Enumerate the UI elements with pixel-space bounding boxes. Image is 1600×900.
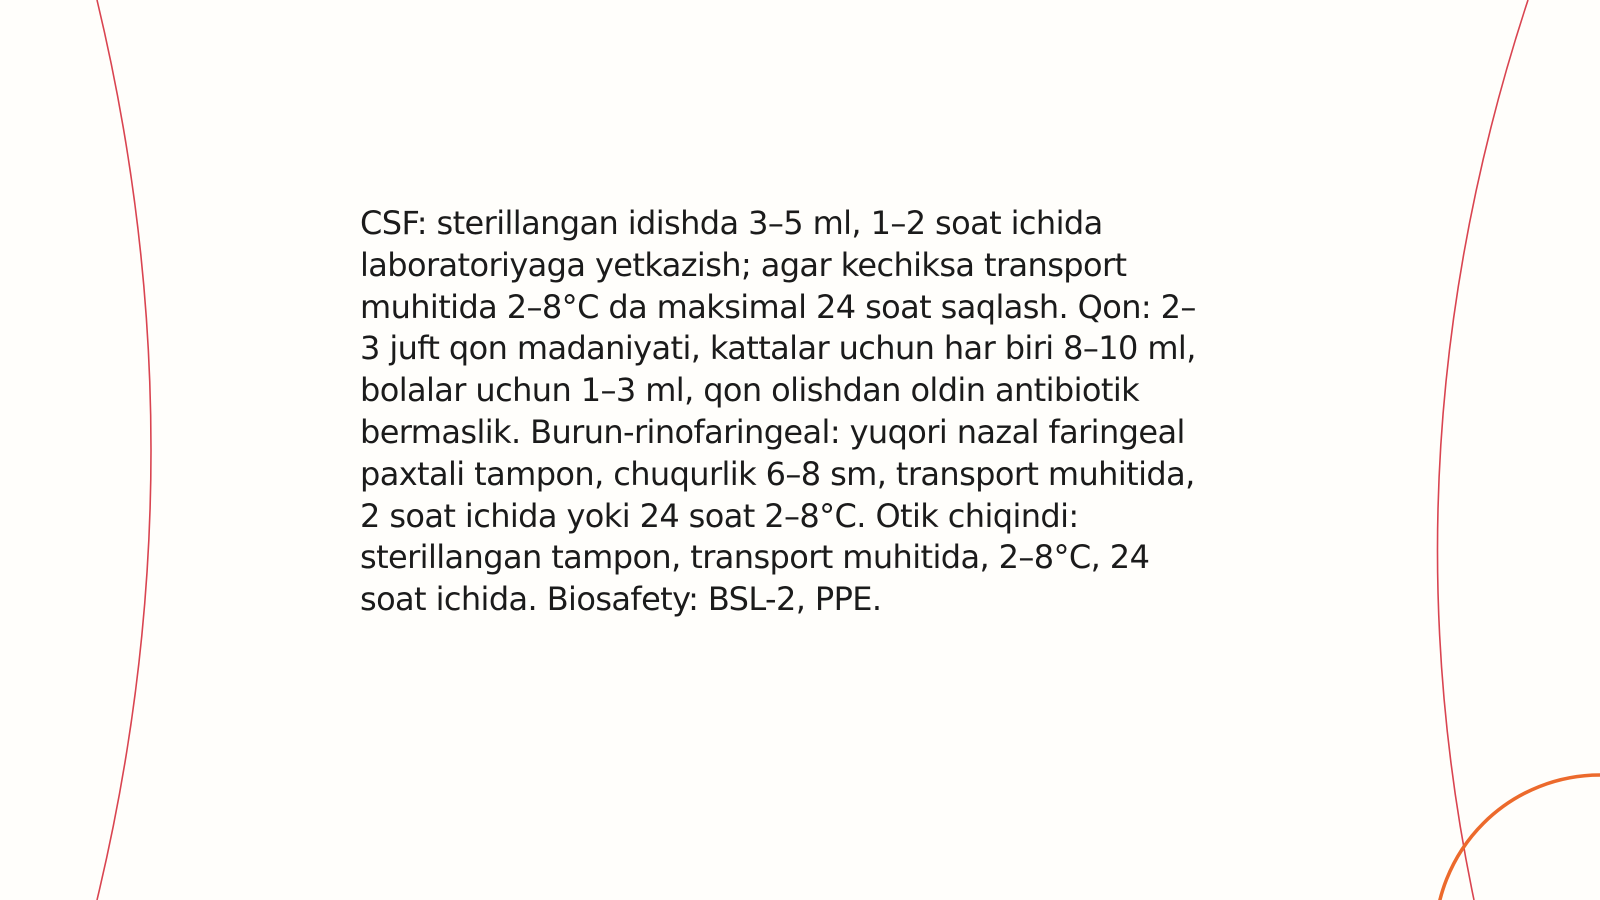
left-arc-line — [97, 0, 151, 900]
right-arc-line — [1437, 0, 1528, 900]
slide-body-text: CSF: sterillangan idishda 3–5 ml, 1–2 soat ichida laboratoriyaga yetkazish; agar kechiksa transport muhitida 2–8°C da maksimal 24 soat saqlash. Qon: 2– 3 juft qon madaniyati, kattalar uchun har biri 8–10 ml, bolalar uchun 1–3 ml, qon olishdan oldin antibiotik bermaslik. Burun-rinofaringeal: yuqori nazal faringeal paxtali tampon, chuqurlik 6–8 sm, transport muhitida, 2 soat ichida yoki 24 soat 2–8°C. Otik chiqindi: sterillangan tampon, transport muhitida, 2–8°C, 24 soat ichida. Biosafety: BSL-2, PPE. — [360, 204, 1196, 619]
accent-circle-arc — [1435, 775, 1600, 900]
